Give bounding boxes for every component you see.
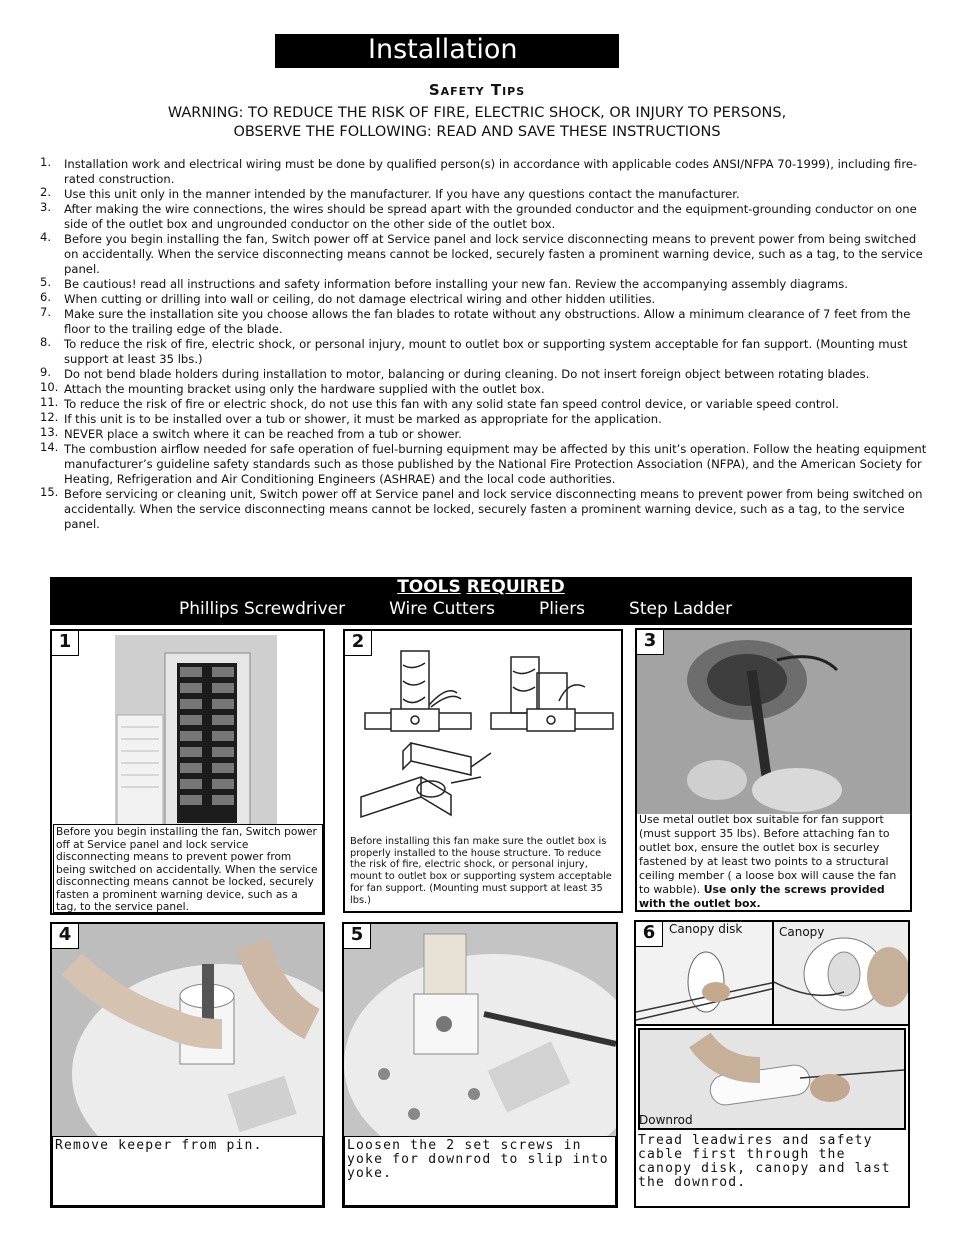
keeper-pin-photo — [52, 924, 323, 1136]
tools-title-part2: REQUIRED — [466, 577, 565, 597]
tool-item: Step Ladder — [629, 599, 733, 619]
tip-item — [40, 412, 930, 427]
canopy-disk-label: Canopy disk — [669, 922, 743, 936]
safety-tips-list — [40, 157, 930, 532]
tip-item — [40, 382, 930, 397]
outlet-box-diagram — [351, 647, 617, 832]
tools-required-bar — [50, 577, 912, 625]
step-1-panel — [50, 629, 325, 915]
tip-number: 4. — [40, 230, 51, 244]
breaker-panel-photo — [115, 635, 277, 825]
tip-text: To reduce the risk of fire or electric shock, do not use this fan with any solid state fan speed control device, or variable speed control. — [64, 397, 839, 411]
step-number: 1 — [52, 631, 79, 656]
tip-number: 11. — [40, 395, 59, 409]
tip-item — [40, 487, 930, 532]
tip-text: To reduce the risk of fire, electric shock, or personal injury, mount to outlet box or supporting system acceptable for fan support. (Mounting must support at least 35 lbs.) — [64, 337, 908, 366]
tip-number: 13. — [40, 425, 59, 439]
tip-item — [40, 427, 930, 442]
step-4-caption: Remove keeper from pin. — [52, 1136, 323, 1206]
warning-line-1: WARNING: TO REDUCE THE RISK OF FIRE, ELECTRIC SHOCK, OR INJURY TO PERSONS, — [167, 105, 787, 121]
tool-item: Wire Cutters — [389, 599, 496, 619]
tip-item — [40, 187, 930, 202]
step-number: 5 — [344, 924, 371, 949]
tools-list — [179, 598, 776, 620]
tip-text: Before servicing or cleaning unit, Switch power off at Service panel and lock service disconnecting means to prevent power from being switched on accidentally. When the service disconnecting means cannot be locked, securely fasten a prominent warning device, such as a tag, to the service panel. — [64, 487, 923, 531]
tip-text: When cutting or drilling into wall or ceiling, do not damage electrical wiring and other hidden utilities. — [64, 292, 656, 306]
tip-number: 7. — [40, 305, 51, 319]
tip-number: 3. — [40, 200, 51, 214]
tool-item: Pliers — [539, 599, 586, 619]
tip-text: Installation work and electrical wiring must be done by qualified person(s) in accordance with applicable codes ANSI/NFPA 70-1999), including fire-rated construction. — [64, 157, 918, 186]
step-1-caption: Before you begin installing the fan, Switch power off at Service panel and lock service disconnecting means to prevent power from being switched on accidentally. When the service disconnecting means cannot be locked, securely fasten a prominent warning device, such as a tag, to the service panel. — [53, 824, 323, 913]
tip-text: Do not bend blade holders during installation to motor, balancing or during cleaning. Do not insert foreign object between rotating blades. — [64, 367, 870, 381]
tip-number: 8. — [40, 335, 51, 349]
tip-item — [40, 367, 930, 382]
tip-text: Before you begin installing the fan, Switch power off at Service panel and lock service disconnecting means to prevent power from being switched on accidentally. When the service disconnecting means cannot be locked, securely fasten a prominent warning device, such as a tag, to the service panel. — [64, 232, 923, 276]
warning-text — [0, 104, 954, 142]
tip-item — [40, 232, 930, 277]
step-number: 6 — [636, 922, 663, 947]
step-2-panel — [343, 629, 623, 913]
tip-item — [40, 292, 930, 307]
tip-number: 2. — [40, 185, 51, 199]
step-2-caption: Before installing this fan make sure the outlet box is properly installed to the house structure. To reduce the risk of fire, electric shock, or personal injury, mount to outlet box or supporting system acceptable for fan support. (Mounting must support at least 35 lbs.) — [350, 836, 612, 906]
tools-title — [50, 577, 912, 597]
step-3-caption-bold: Use only the screws provided with the outlet box. — [639, 883, 885, 910]
tip-number: 12. — [40, 410, 59, 424]
step-3-panel — [635, 628, 912, 912]
tip-number: 5. — [40, 275, 51, 289]
step-5-caption: Loosen the 2 set screws in yoke for downrod to slip into yoke. — [344, 1136, 616, 1206]
tip-item — [40, 202, 930, 232]
tip-item — [40, 337, 930, 367]
tool-item: Phillips Screwdriver — [179, 599, 346, 619]
tip-number: 14. — [40, 440, 59, 454]
tip-text: Attach the mounting bracket using only the hardware supplied with the outlet box. — [64, 382, 545, 396]
tip-number: 15. — [40, 485, 59, 499]
step-5-panel — [342, 922, 618, 1208]
warning-line-2: OBSERVE THE FOLLOWING: READ AND SAVE THESE INSTRUCTIONS — [233, 124, 721, 140]
tip-item — [40, 397, 930, 412]
step-4-panel — [50, 922, 325, 1208]
safety-tips-heading: Safety Tips — [428, 81, 526, 99]
page-title: Installation — [275, 34, 619, 68]
tip-text: Be cautious! read all instructions and safety information before installing your new fan. Review the accompanying assembly diagrams. — [64, 277, 848, 291]
step-3-caption-text: Use metal outlet box suitable for fan support (must support 35 lbs). Before attaching fan to outlet box, ensure the outlet box is securley fastened by at least two points to a structural ceiling member ( a loose box will cause the fan to wabble). — [639, 813, 897, 896]
tip-text: NEVER place a switch where it can be reached from a tub or shower. — [64, 427, 462, 441]
canopy-label: Canopy — [779, 925, 825, 939]
tip-text: Make sure the installation site you choose allows the fan blades to rotate without any obstructions. Allow a minimum clearance of 7 feet from the floor to the trailing edge of the blade. — [64, 307, 911, 336]
tip-item — [40, 157, 930, 187]
tip-item — [40, 277, 930, 292]
step-6-panel — [634, 920, 910, 1208]
tip-item — [40, 307, 930, 337]
tip-number: 6. — [40, 290, 51, 304]
tools-title-part1: TOOLS — [397, 577, 461, 597]
tip-text: The combustion airflow needed for safe operation of fuel-burning equipment may be affected by this unit’s operation. Follow the heating equipment manufacturer’s guideline safety standards such as those published by the National Fire Protection Association (NFPA), and the American Society for Heating, Refrigeration and Air Conditioning Engineers (ASHRAE) and the local code authorities. — [64, 442, 927, 486]
tip-number: 1. — [40, 155, 51, 169]
step-number: 2 — [345, 631, 372, 656]
downrod-label: Downrod — [639, 1113, 693, 1127]
step-6-caption: Tread leadwires and safety cable first through the canopy disk, canopy and last the downrod. — [638, 1133, 891, 1190]
tip-number: 10. — [40, 380, 59, 394]
tip-text: If this unit is to be installed over a tub or shower, it must be marked as appropriate for the application. — [64, 412, 662, 426]
step-3-caption — [639, 813, 909, 911]
step-number: 3 — [637, 630, 664, 655]
tip-text: Use this unit only in the manner intended by the manufacturer. If you have any questions contact the manufacturer. — [64, 187, 740, 201]
step-number: 4 — [52, 924, 79, 949]
outlet-box-photo — [637, 630, 910, 814]
tip-text: After making the wire connections, the wires should be spread apart with the grounded conductor and the equipment-grounding conductor on one side of the outlet box and ungrounded conductor on the other side of the outlet box. — [64, 202, 917, 231]
tip-item — [40, 442, 930, 487]
tip-number: 9. — [40, 365, 51, 379]
yoke-set-screws-photo — [344, 924, 616, 1136]
